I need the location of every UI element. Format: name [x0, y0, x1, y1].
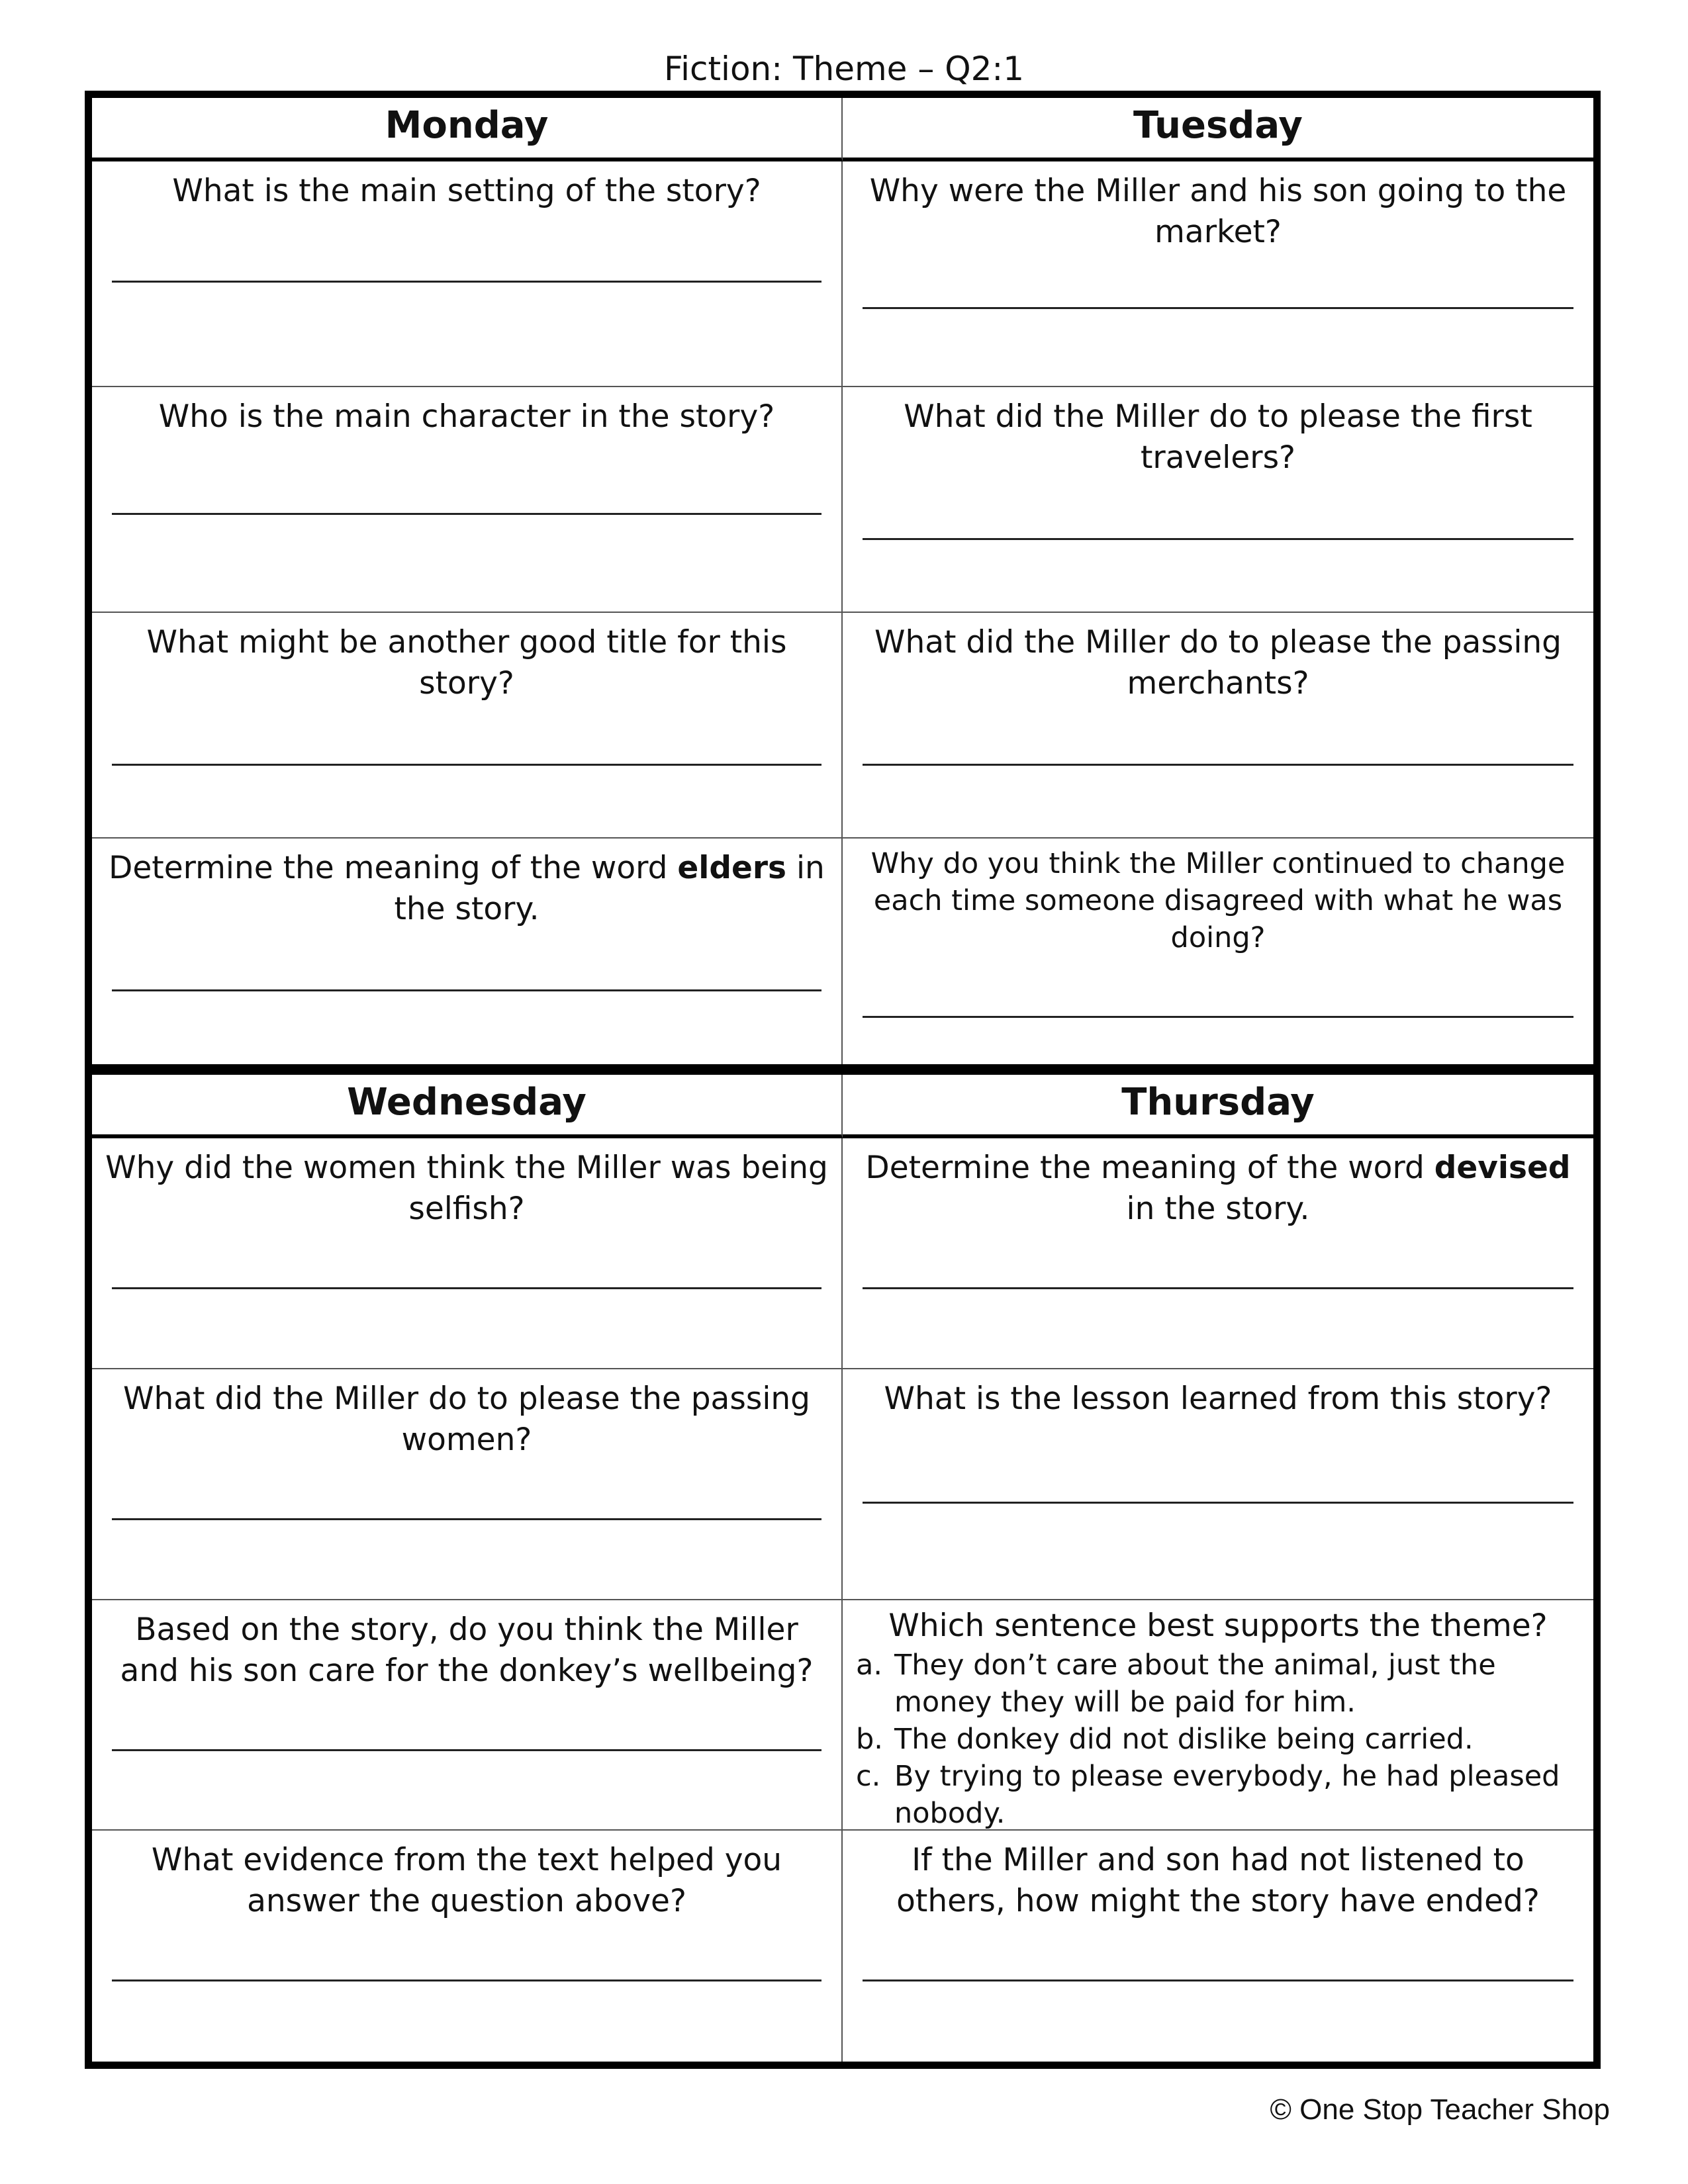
thursday-header: Thursday	[843, 1075, 1593, 1138]
tuesday-question-4	[843, 839, 1593, 1064]
answer-option-c[interactable]	[856, 1758, 1580, 1832]
wednesday-thursday-table	[85, 1068, 1601, 2069]
page-title: Fiction: Theme – Q2:1	[663, 50, 1025, 88]
answer-line[interactable]	[863, 764, 1573, 766]
answer-line[interactable]	[112, 513, 821, 515]
question-text: Based on the story, do you think the Miller and his son care for the donkey’s wellbeing?	[120, 1611, 814, 1689]
answer-line[interactable]	[863, 1016, 1573, 1018]
question-text: What did the Miller do to please the passing women?	[122, 1380, 811, 1458]
answer-line[interactable]	[112, 1749, 821, 1751]
question-text-start: Determine the meaning of the word	[109, 850, 678, 886]
thursday-question-1	[843, 1138, 1593, 1369]
answer-line[interactable]	[863, 307, 1573, 309]
tuesday-question-1	[843, 161, 1593, 387]
tuesday-question-2	[843, 387, 1593, 613]
question-text: What is the main setting of the story?	[172, 173, 761, 209]
wednesday-question-3	[92, 1600, 843, 1831]
option-text: They don’t care about the animal, just the money they will be paid for him.	[894, 1648, 1496, 1719]
answer-line[interactable]	[112, 989, 821, 991]
answer-option-b[interactable]	[856, 1721, 1580, 1758]
answer-line[interactable]	[863, 1979, 1573, 1981]
wednesday-question-2	[92, 1369, 843, 1600]
question-text-start: Determine the meaning of the word	[865, 1150, 1434, 1186]
answer-line[interactable]	[863, 538, 1573, 540]
answer-options	[856, 1647, 1580, 1832]
tuesday-header: Tuesday	[843, 98, 1593, 161]
question-text-end: in the story.	[394, 850, 825, 927]
question-prompt: Which sentence best supports the theme?	[888, 1607, 1548, 1644]
answer-line[interactable]	[112, 281, 821, 283]
option-letter: c.	[856, 1759, 881, 1793]
question-text: If the Miller and son had not listened to others, how might the story have ended?	[896, 1842, 1540, 1920]
thursday-question-3	[843, 1600, 1593, 1831]
monday-header: Monday	[92, 98, 843, 161]
option-letter: a.	[856, 1648, 883, 1682]
monday-question-3	[92, 613, 843, 839]
answer-line[interactable]	[863, 1287, 1573, 1289]
answer-line[interactable]	[863, 1502, 1573, 1504]
answer-line[interactable]	[112, 764, 821, 766]
question-text	[856, 1606, 1580, 1832]
question-text: What evidence from the text helped you answer the question above?	[151, 1842, 782, 1920]
question-text: Why did the women think the Miller was being selfish?	[105, 1150, 828, 1227]
wednesday-header: Wednesday	[92, 1075, 843, 1138]
tuesday-question-3	[843, 613, 1593, 839]
question-text: What might be another good title for this story?	[146, 624, 787, 702]
answer-option-a[interactable]	[856, 1647, 1580, 1721]
question-text: What did the Miller do to please the passing merchants?	[874, 624, 1562, 702]
copyright-footer: © One Stop Teacher Shop	[1270, 2093, 1610, 2126]
question-text: Why do you think the Miller continued to change each time someone disagreed with what he was doing?	[870, 847, 1566, 954]
question-text: What is the lesson learned from this story?	[884, 1380, 1552, 1417]
answer-line[interactable]	[112, 1979, 821, 1981]
monday-question-4	[92, 839, 843, 1064]
monday-question-2	[92, 387, 843, 613]
answer-line[interactable]	[112, 1287, 821, 1289]
question-text-end: in the story.	[1126, 1191, 1310, 1227]
answer-line[interactable]	[112, 1518, 821, 1520]
question-text	[105, 848, 828, 930]
monday-tuesday-table	[85, 91, 1601, 1071]
option-text: By trying to please everybody, he had pleased nobody.	[894, 1759, 1560, 1830]
wednesday-question-4	[92, 1831, 843, 2062]
vocabulary-word: devised	[1434, 1150, 1571, 1186]
option-text: The donkey did not dislike being carried.	[894, 1722, 1474, 1756]
thursday-question-2	[843, 1369, 1593, 1600]
question-text: Why were the Miller and his son going to the market?	[869, 173, 1567, 250]
question-text: Who is the main character in the story?	[158, 398, 775, 435]
option-letter: b.	[856, 1722, 883, 1756]
wednesday-question-1	[92, 1138, 843, 1369]
question-text: What did the Miller do to please the first travelers?	[904, 398, 1532, 476]
vocabulary-word: elders	[677, 850, 787, 886]
thursday-question-4	[843, 1831, 1593, 2062]
monday-question-1	[92, 161, 843, 387]
question-text	[856, 1148, 1580, 1230]
